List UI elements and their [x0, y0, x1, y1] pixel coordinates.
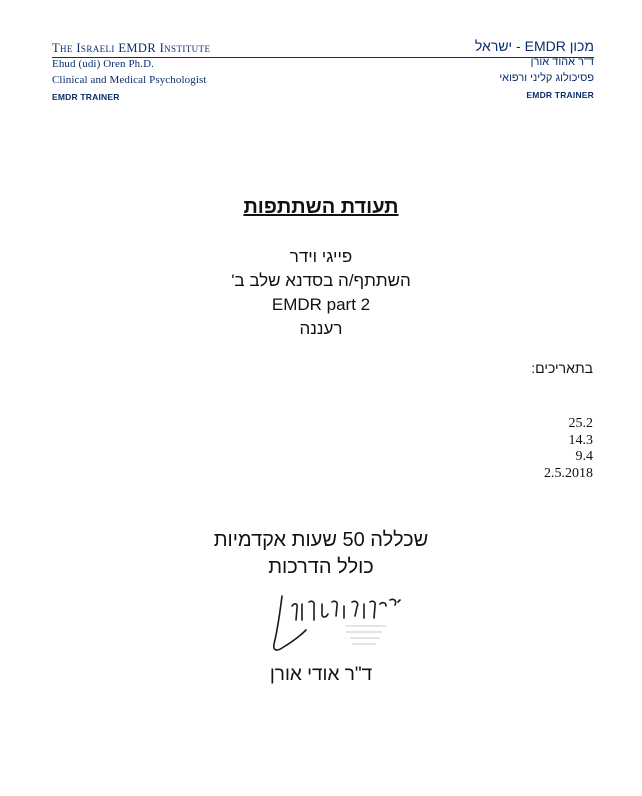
- letterhead-divider: [52, 57, 594, 58]
- date-item: 25.2: [568, 416, 593, 431]
- trainer-title-en: EMDR TRAINER: [52, 92, 120, 102]
- course-name: EMDR part 2: [271, 295, 371, 314]
- certificate-title: תעודת השתתפות: [243, 196, 399, 218]
- trainer-title-he: EMDR TRAINER: [526, 90, 594, 100]
- handwritten-signature: [262, 592, 412, 662]
- doctor-name-he: ד"ר אהוד אורן: [530, 56, 594, 68]
- participation-line: השתתף/ה בסדנא שלב ב': [231, 271, 411, 290]
- letterhead-english: [52, 40, 352, 105]
- dates-list: [544, 416, 593, 482]
- dates-label: בתאריכים:: [531, 360, 593, 376]
- date-item: 9.4: [575, 449, 593, 464]
- institute-name-en: The Israeli EMDR Institute: [52, 41, 211, 55]
- doctor-name-en: Ehud (udi) Oren Ph.D.: [52, 58, 155, 70]
- course-location: רעננה: [299, 319, 343, 338]
- participant-name: פייגי וידר: [289, 247, 353, 266]
- date-item: 2.5.2018: [544, 465, 593, 481]
- signer-name: ד"ר אודי אורן: [269, 664, 373, 685]
- profession-he: פסיכולוג קליני ורפואי: [499, 72, 594, 84]
- academic-hours: שכללה 50 שעות אקדמיות: [213, 529, 429, 551]
- profession-en: Clinical and Medical Psychologist: [52, 74, 207, 86]
- letterhead-hebrew: [334, 38, 594, 103]
- includes-supervision: כולל הדרכות: [268, 556, 374, 578]
- date-item: 14.3: [568, 432, 593, 448]
- institute-name-he: מכון EMDR - ישראל: [474, 38, 594, 54]
